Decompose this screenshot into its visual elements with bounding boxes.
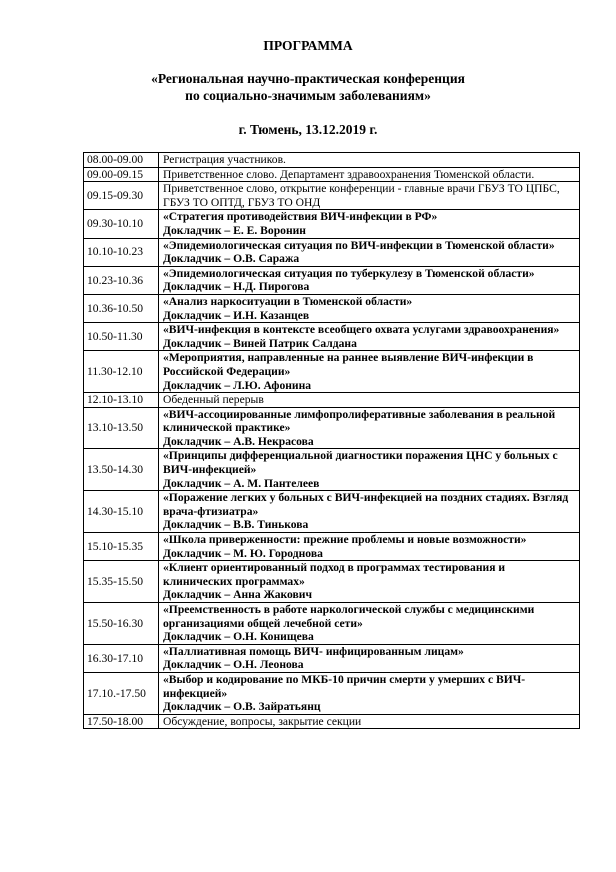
schedule-row bbox=[84, 672, 580, 714]
conference-name-line-2: по социально-значимым заболеваниям» bbox=[185, 88, 431, 103]
schedule-item-text: Обсуждение, вопросы, закрытие секции bbox=[163, 714, 362, 728]
schedule-time: 17.10.-17.50 bbox=[84, 672, 159, 714]
talk-title: «Принципы дифференциальной диагностики поражения ЦНС у больных с ВИЧ-инфекцией» bbox=[163, 449, 558, 477]
schedule-item bbox=[159, 210, 580, 238]
talk-title: «Поражение легких у больных с ВИЧ-инфекцией на поздних стадиях. Взгляд врача-фтизиатра» bbox=[163, 491, 569, 518]
schedule-item bbox=[159, 238, 580, 266]
schedule-item-text: Регистрация участников. bbox=[163, 153, 286, 166]
schedule-item-text: Приветственное слово. Департамент здравоохранения Тюменской области. bbox=[163, 167, 535, 181]
talk-title: «Школа приверженности: прежние проблемы и новые возможности» bbox=[163, 533, 527, 547]
schedule-time: 15.35-15.50 bbox=[84, 561, 159, 603]
schedule-time: 16.30-17.10 bbox=[84, 644, 159, 672]
schedule-row bbox=[84, 167, 580, 182]
schedule-time: 08.00-09.00 bbox=[84, 153, 159, 168]
schedule-item bbox=[159, 603, 580, 645]
schedule-item-text: Приветственное слово, открытие конференции - главные врачи ГБУЗ ТО ЦПБС, ГБУЗ ТО ОПТД, ГБУЗ ТО ОНД bbox=[163, 182, 560, 209]
schedule-time: 10.10-10.23 bbox=[84, 238, 159, 266]
speaker-name: Докладчик – О.Н. Конищева bbox=[163, 630, 314, 644]
speaker-name: Докладчик – О.В. Саража bbox=[163, 252, 300, 266]
schedule-item bbox=[159, 407, 580, 449]
schedule-time: 10.50-11.30 bbox=[84, 323, 159, 351]
talk-title: «Мероприятия, направленные на раннее выявление ВИЧ-инфекции в Российской Федерации» bbox=[163, 351, 534, 378]
schedule-item-text: Обеденный перерыв bbox=[163, 393, 264, 407]
speaker-name: Докладчик – А. М. Пантелеев bbox=[163, 476, 320, 490]
schedule-row bbox=[84, 294, 580, 322]
program-title: ПРОГРАММА bbox=[263, 38, 353, 53]
schedule-item bbox=[159, 153, 580, 168]
talk-title: «Паллиативная помощь ВИЧ- инфицированным лицам» bbox=[163, 644, 464, 658]
schedule-item bbox=[159, 561, 580, 603]
schedule-time: 15.10-15.35 bbox=[84, 533, 159, 561]
schedule-row bbox=[84, 182, 580, 210]
talk-title: «Эпидемиологическая ситуация по ВИЧ-инфекции в Тюменской области» bbox=[163, 238, 555, 252]
schedule-row bbox=[84, 351, 580, 393]
schedule-row bbox=[84, 561, 580, 603]
schedule-time: 13.10-13.50 bbox=[84, 407, 159, 449]
schedule-item bbox=[159, 351, 580, 393]
schedule-row bbox=[84, 491, 580, 533]
schedule-item bbox=[159, 294, 580, 322]
schedule-row bbox=[84, 153, 580, 168]
schedule-row bbox=[84, 210, 580, 238]
schedule-table bbox=[83, 152, 580, 729]
talk-title: «Выбор и кодирование по МКБ-10 причин смерти у умерших с ВИЧ-инфекцией» bbox=[163, 672, 526, 700]
schedule-item bbox=[159, 491, 580, 533]
speaker-name: Докладчик – Н.Д. Пирогова bbox=[163, 280, 310, 294]
speaker-name: Докладчик – Л.Ю. Афонина bbox=[163, 378, 312, 392]
schedule-row bbox=[84, 393, 580, 408]
schedule-item bbox=[159, 182, 580, 210]
schedule-row bbox=[84, 266, 580, 294]
speaker-name: Докладчик – М. Ю. Городнова bbox=[163, 546, 323, 560]
schedule-item bbox=[159, 672, 580, 714]
schedule-item bbox=[159, 714, 580, 729]
talk-title: «ВИЧ-ассоциированные лимфопролиферативные заболевания в реальной клинической практике» bbox=[163, 407, 556, 435]
schedule-item bbox=[159, 167, 580, 182]
speaker-name: Докладчик – И.Н. Казанцев bbox=[163, 308, 310, 322]
schedule-time: 09.30-10.10 bbox=[84, 210, 159, 238]
talk-title: «Эпидемиологическая ситуация по туберкулезу в Тюменской области» bbox=[163, 266, 535, 280]
schedule-item bbox=[159, 533, 580, 561]
speaker-name: Докладчик – В.В. Тинькова bbox=[163, 518, 309, 532]
speaker-name: Докладчик – Е. Е. Воронин bbox=[163, 223, 306, 237]
place-and-date: г. Тюмень, 13.12.2019 г. bbox=[238, 122, 378, 137]
talk-title: «Преемственность в работе наркологической службы с медицинскими организациями общей лечебной сети» bbox=[163, 603, 535, 630]
talk-title: «Стратегия противодействия ВИЧ-инфекции в РФ» bbox=[163, 210, 438, 224]
schedule-row bbox=[84, 323, 580, 351]
schedule-row bbox=[84, 644, 580, 672]
conference-name bbox=[0, 70, 616, 104]
speaker-name: Докладчик – О.В. Зайратьянц bbox=[163, 700, 321, 714]
speaker-name: Докладчик – Виней Патрик Салдана bbox=[163, 336, 357, 350]
schedule-item bbox=[159, 323, 580, 351]
talk-title: «Клиент ориентированный подход в программах тестирования и клинических программах» bbox=[163, 561, 506, 588]
speaker-name: Докладчик – О.Н. Леонова bbox=[163, 658, 304, 672]
schedule-time: 17.50-18.00 bbox=[84, 714, 159, 729]
schedule-item bbox=[159, 449, 580, 491]
conference-name-line-1: «Региональная научно-практическая конференция bbox=[151, 71, 465, 86]
schedule-row bbox=[84, 407, 580, 449]
schedule-time: 10.23-10.36 bbox=[84, 266, 159, 294]
schedule-time: 13.50-14.30 bbox=[84, 449, 159, 491]
schedule-row bbox=[84, 238, 580, 266]
speaker-name: Докладчик – А.В. Некрасова bbox=[163, 434, 314, 448]
schedule-time: 10.36-10.50 bbox=[84, 294, 159, 322]
schedule-time: 15.50-16.30 bbox=[84, 603, 159, 645]
schedule-time: 09.00-09.15 bbox=[84, 167, 159, 182]
schedule-row bbox=[84, 714, 580, 729]
schedule-time: 09.15-09.30 bbox=[84, 182, 159, 210]
schedule-item bbox=[159, 393, 580, 408]
schedule-row bbox=[84, 603, 580, 645]
speaker-name: Докладчик – Анна Жакович bbox=[163, 588, 313, 602]
schedule-row bbox=[84, 533, 580, 561]
schedule-time: 14.30-15.10 bbox=[84, 491, 159, 533]
schedule-item bbox=[159, 266, 580, 294]
talk-title: «Анализ наркоситуации в Тюменской области» bbox=[163, 294, 413, 308]
talk-title: «ВИЧ-инфекция в контексте всеобщего охвата услугами здравоохранения» bbox=[163, 323, 560, 337]
schedule-time: 12.10-13.10 bbox=[84, 393, 159, 408]
schedule-item bbox=[159, 644, 580, 672]
schedule-time: 11.30-12.10 bbox=[84, 351, 159, 393]
schedule-row bbox=[84, 449, 580, 491]
